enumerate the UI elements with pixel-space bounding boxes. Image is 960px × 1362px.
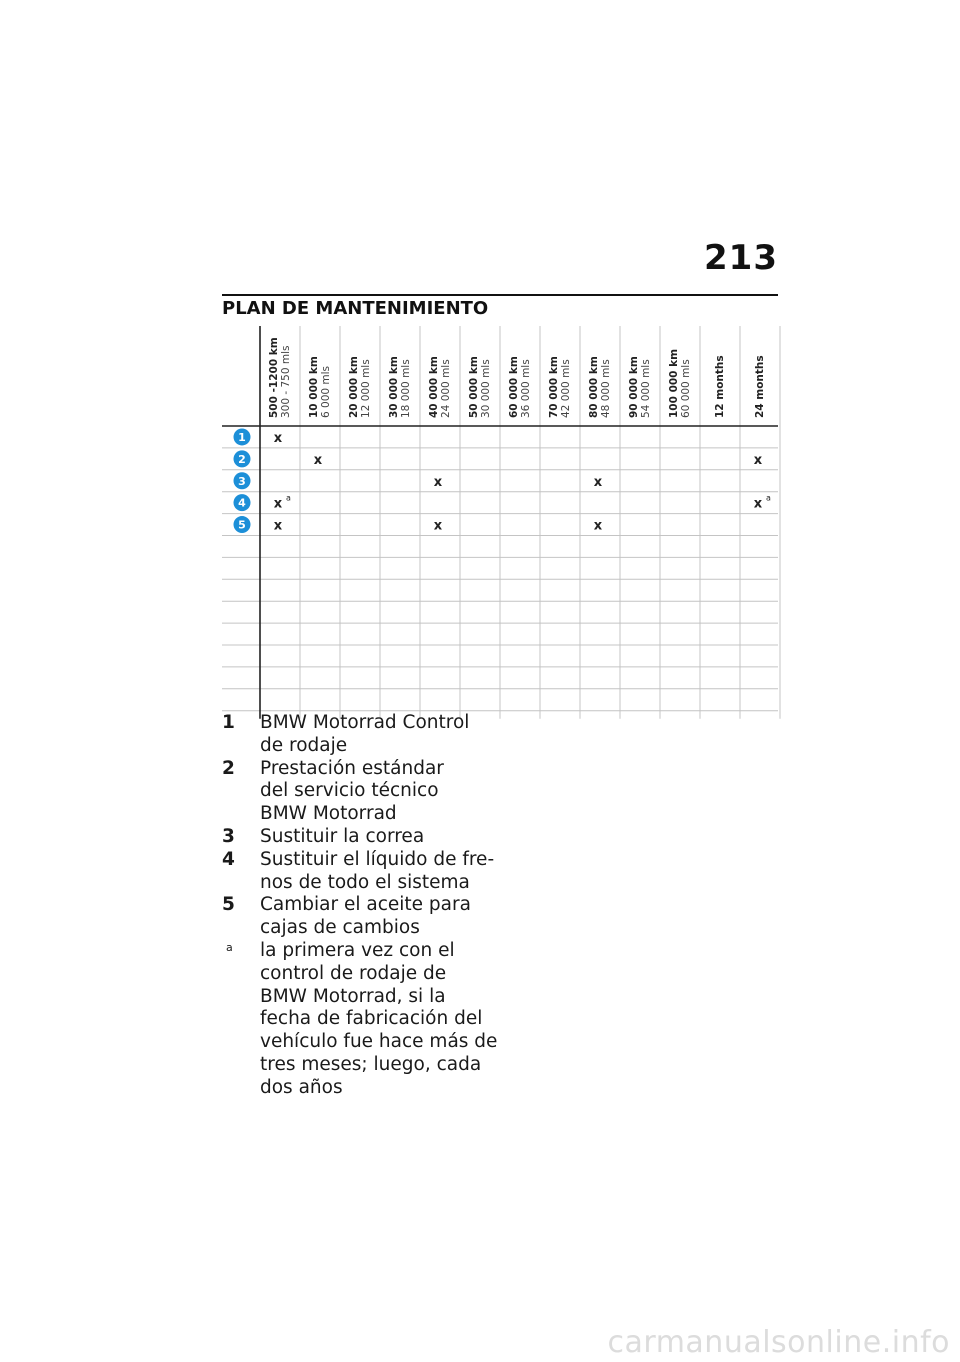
schedule-mark: x [433, 518, 443, 534]
column-header-primary: 80 000 km [588, 356, 600, 418]
column-header-secondary: 60 000 mls [680, 359, 692, 418]
legend-item-4 [222, 849, 502, 895]
legend-text: Cambiar el aceite para cajas de cambios [260, 894, 471, 939]
column-header-secondary: 48 000 mls [600, 359, 612, 418]
legend-text: Sustituir el líquido de fre- nos de todo el sistema [260, 848, 495, 893]
column-header [468, 356, 492, 418]
column-header-primary: 70 000 km [548, 356, 560, 418]
row-badge-number: 1 [238, 430, 246, 444]
section-title: PLAN DE MANTENIMIENTO [222, 298, 489, 319]
legend-text: Sustituir la correa [260, 825, 425, 847]
legend-key: 5 [222, 894, 235, 916]
column-header-primary: 40 000 km [428, 356, 440, 418]
column-header [714, 355, 726, 418]
column-header [348, 356, 372, 418]
schedule-mark: x [433, 474, 443, 490]
watermark: carmanualsonline.info [607, 1325, 950, 1360]
column-header-primary: 90 000 km [628, 356, 640, 418]
column-header-secondary: 6 000 mls [320, 365, 332, 418]
legend-item-footnote-a [222, 940, 502, 1100]
legend-item-1 [222, 712, 502, 758]
column-header [668, 349, 692, 418]
column-header-secondary: 36 000 mls [520, 359, 532, 418]
column-header-secondary: 300 - 750 mls [280, 345, 292, 418]
column-header [628, 356, 652, 418]
column-header-secondary: 12 000 mls [360, 359, 372, 418]
page-number: 213 [704, 238, 778, 278]
column-header-primary: 12 months [714, 355, 726, 418]
schedule-mark: x [313, 452, 323, 468]
schedule-mark: x [753, 496, 763, 512]
legend-key: 4 [222, 848, 235, 870]
column-header [548, 356, 572, 418]
column-header-primary: 10 000 km [308, 356, 320, 418]
column-header [754, 355, 766, 418]
legend-key: 1 [222, 712, 235, 733]
column-header-secondary: 42 000 mls [560, 359, 572, 418]
column-header-primary: 60 000 km [508, 356, 520, 418]
legend-item-2 [222, 758, 502, 826]
column-header-primary: 24 months [754, 355, 766, 418]
column-header-primary: 20 000 km [348, 356, 360, 418]
legend [222, 712, 502, 1100]
column-header [428, 356, 452, 418]
schedule-mark: x [593, 518, 603, 534]
row-badge-number: 2 [238, 452, 246, 466]
column-header-secondary: 18 000 mls [400, 359, 412, 418]
schedule-mark: x [273, 518, 283, 534]
schedule-mark-footnote: a [766, 493, 771, 503]
column-header-secondary: 30 000 mls [480, 359, 492, 418]
column-header-secondary: 24 000 mls [440, 359, 452, 418]
legend-text: Prestación estándar del servicio técnico BMW Motorrad [260, 757, 444, 825]
row-badge-number: 5 [238, 518, 246, 532]
schedule-mark: x [273, 496, 283, 512]
column-header [268, 337, 292, 418]
row-badge-number: 4 [238, 496, 246, 510]
schedule-mark-footnote: a [286, 493, 291, 503]
legend-key: 2 [222, 757, 235, 779]
column-header-primary: 50 000 km [468, 356, 480, 418]
column-header-secondary: 54 000 mls [640, 359, 652, 418]
column-header [588, 356, 612, 418]
column-header-primary: 500 -1200 km [268, 337, 280, 418]
schedule-mark: x [593, 474, 603, 490]
column-header-primary: 30 000 km [388, 356, 400, 418]
legend-text: la primera vez con el control de rodaje de BMW Motorrad, si la fecha de fabricación del vehículo fue hace más de tres meses; luego, cada dos años [260, 939, 498, 1098]
column-header [508, 356, 532, 418]
row-badge-number: 3 [238, 474, 246, 488]
legend-item-5 [222, 894, 502, 940]
legend-item-3 [222, 826, 502, 849]
column-header [388, 356, 412, 418]
column-header-primary: 100 000 km [668, 348, 680, 418]
schedule-mark: x [753, 452, 763, 468]
column-header [308, 356, 332, 418]
legend-text: BMW Motorrad Control de rodaje [260, 712, 470, 756]
schedule-mark: x [273, 430, 283, 446]
footnote-key: a [226, 940, 233, 954]
legend-key: 3 [222, 825, 235, 847]
